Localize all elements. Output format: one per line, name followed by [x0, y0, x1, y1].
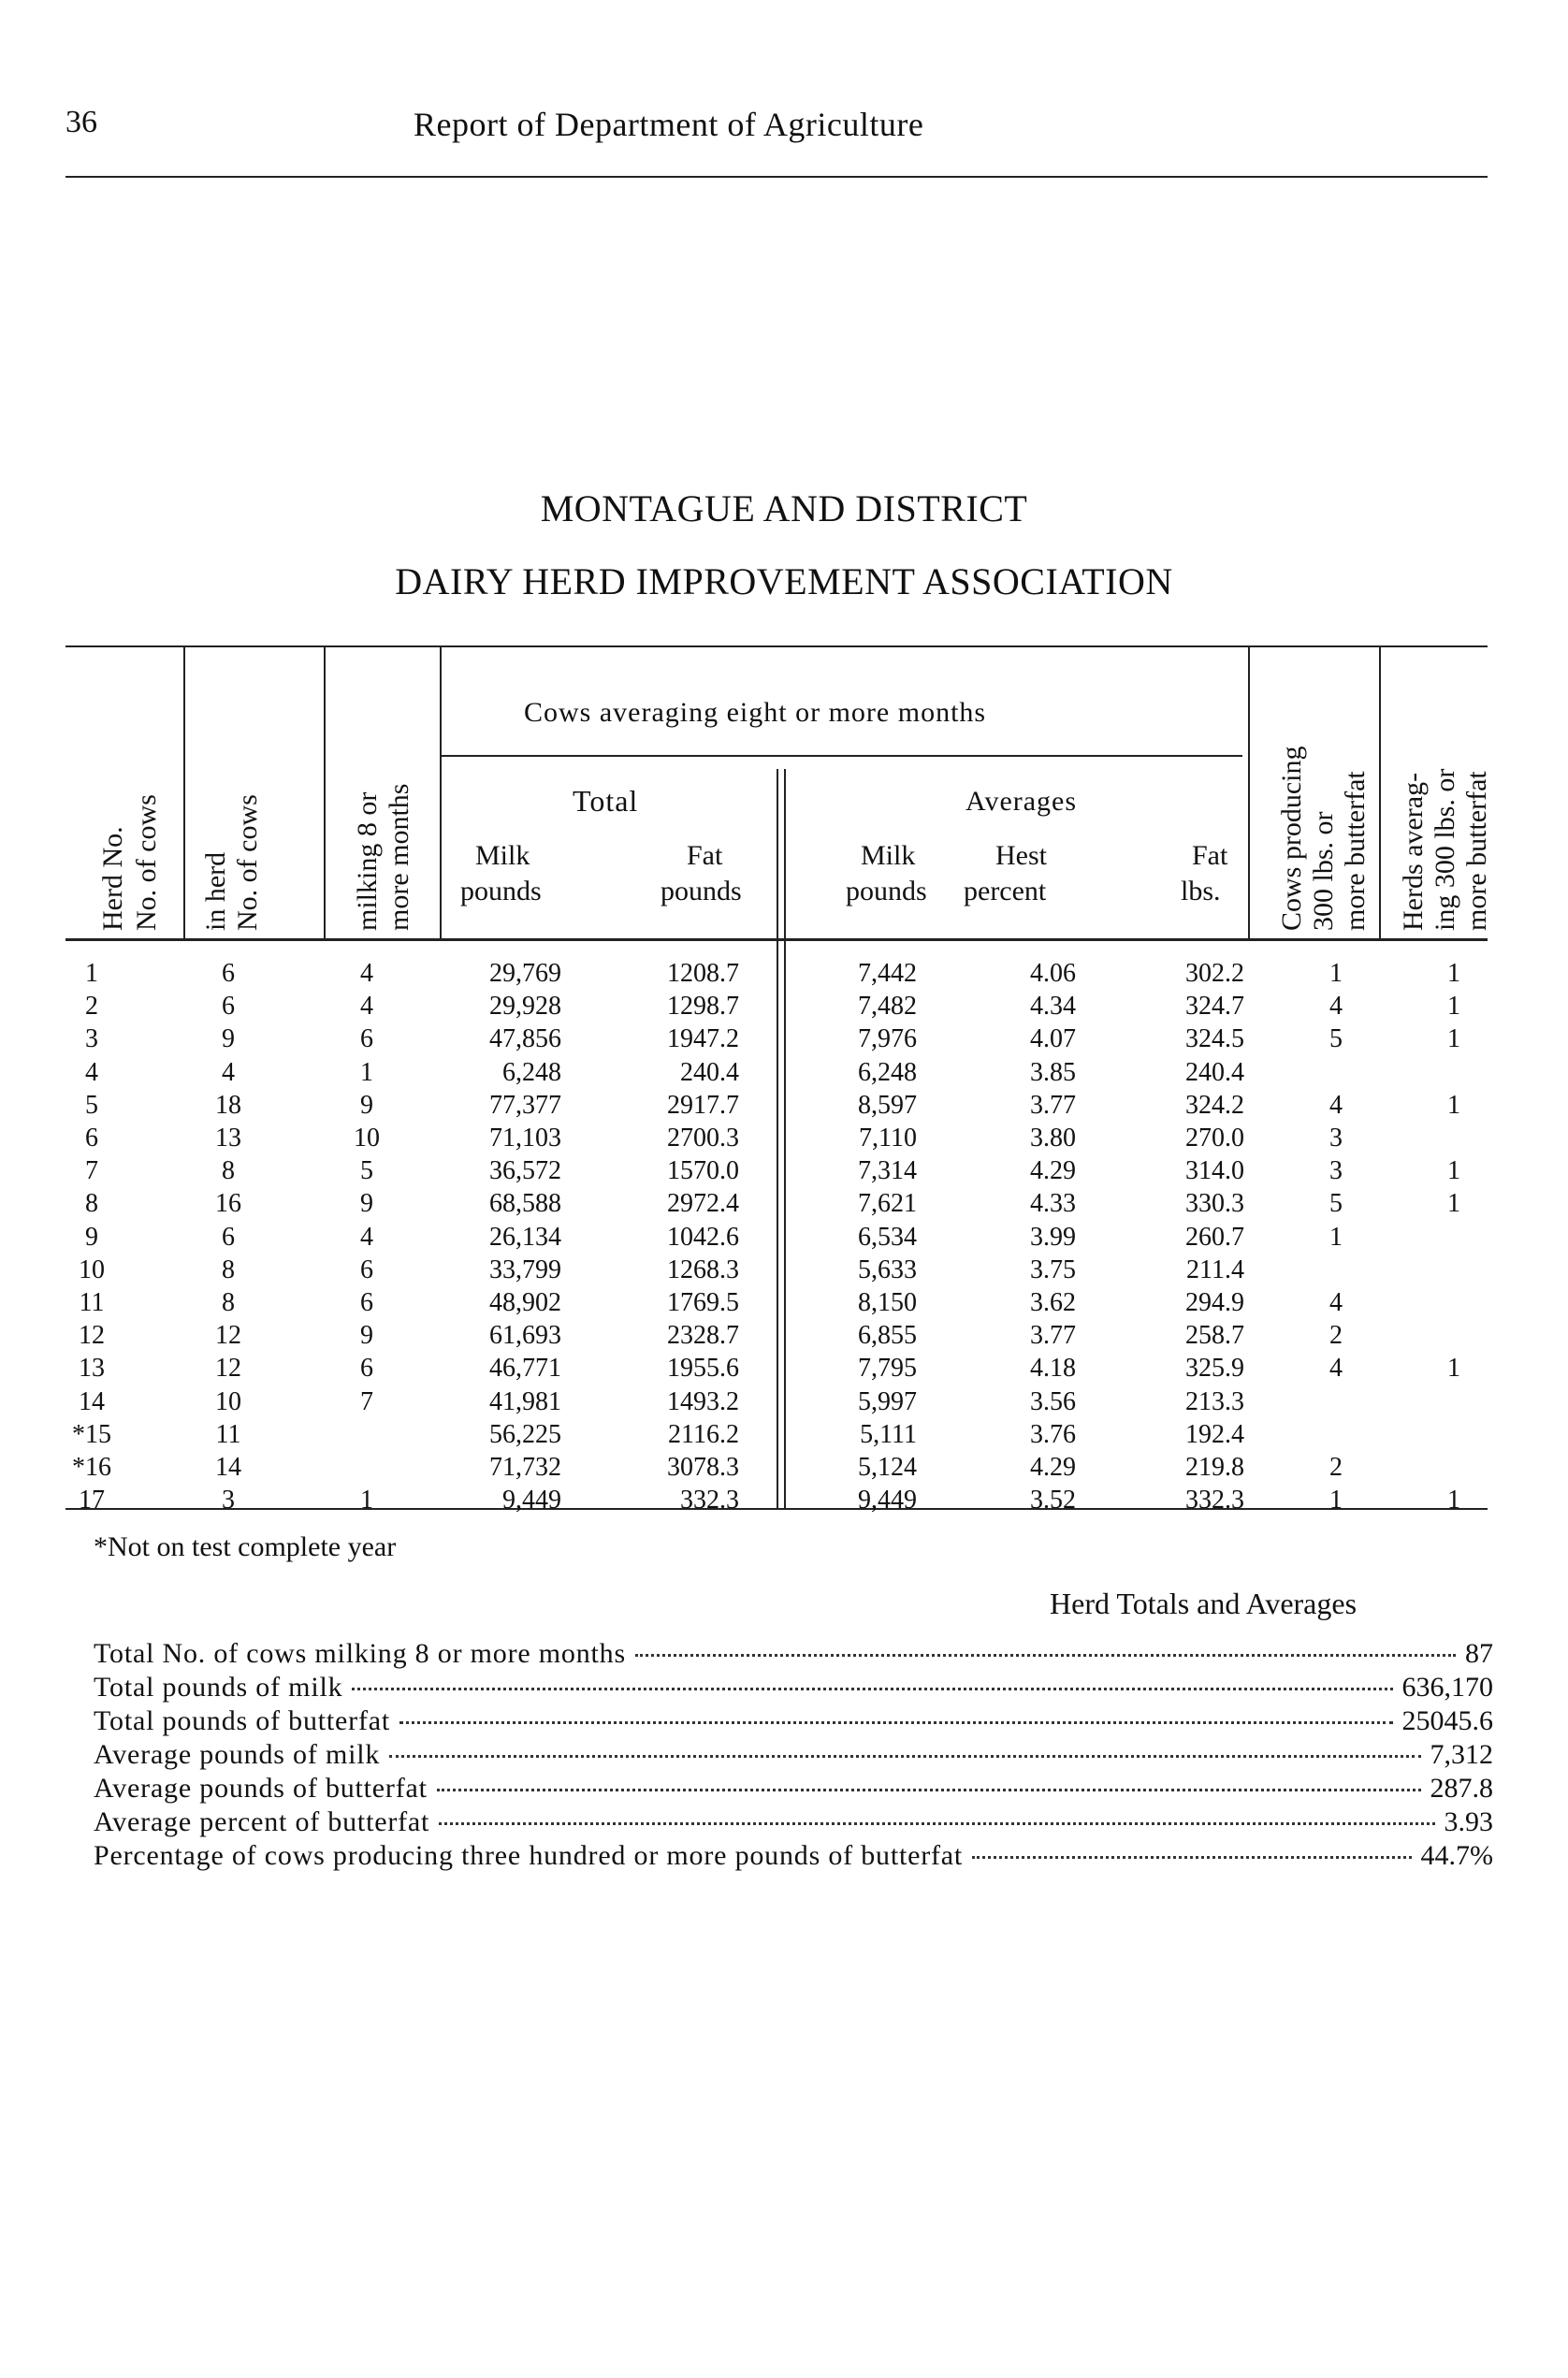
- cell-herd-no: 7: [85, 1156, 98, 1186]
- cell-avg-fat: 192.4: [1185, 1419, 1244, 1449]
- footnote: *Not on test complete year: [94, 1531, 397, 1562]
- cell-cows-in-herd: 10: [215, 1386, 241, 1416]
- cell-cows-in-herd: 6: [222, 959, 235, 988]
- cell-herd-no: 9: [85, 1222, 98, 1252]
- double-rule-right: [784, 769, 786, 1508]
- cell-total-milk: 46,771: [489, 1354, 561, 1384]
- header-avg-milk-2: pounds: [846, 876, 927, 906]
- cell-cows-in-herd: 11: [215, 1419, 241, 1449]
- cell-cows-300: 2: [1329, 1321, 1343, 1351]
- summary-label: Average pounds of milk: [94, 1739, 381, 1770]
- header-herds-300-3: more butterfat: [1461, 771, 1492, 931]
- cell-total-fat: 2972.4: [667, 1189, 739, 1219]
- summary-label: Total pounds of milk: [94, 1672, 343, 1703]
- cell-cows-in-herd: 14: [215, 1453, 241, 1482]
- header-cows-milking-2: more months: [384, 783, 414, 931]
- cell-herds-300: 1: [1447, 1189, 1460, 1219]
- cell-avg-test: 4.07: [1030, 1024, 1076, 1054]
- col-divider: [324, 647, 326, 938]
- cell-avg-milk: 7,314: [858, 1156, 917, 1186]
- cell-total-fat: 1208.7: [667, 959, 739, 988]
- header-herds-300-2: ing 300 lbs. or: [1430, 768, 1460, 931]
- table-title-line-1: MONTAGUE AND DISTRICT: [540, 487, 1028, 529]
- cell-avg-fat: 324.5: [1185, 1024, 1244, 1054]
- summary-label: Total No. of cows milking 8 or more months: [94, 1638, 626, 1669]
- header-cows-milking-1: milking 8 or: [352, 791, 383, 931]
- header-avg-fat-1: Fat: [1192, 840, 1228, 871]
- cell-cows-in-herd: 9: [222, 1024, 235, 1054]
- cell-herd-no: 8: [85, 1189, 98, 1219]
- cell-herd-no: 17: [79, 1486, 105, 1515]
- summary-row: [94, 1738, 1493, 1772]
- cell-total-fat: 240.4: [680, 1057, 739, 1087]
- cell-herd-no: *15: [72, 1419, 111, 1449]
- table-top-rule: [65, 645, 1488, 647]
- header-avg-fat-2: lbs.: [1181, 876, 1221, 906]
- cell-avg-fat: 332.3: [1185, 1486, 1244, 1515]
- cell-total-milk: 77,377: [489, 1090, 561, 1120]
- page-number: 36: [65, 105, 97, 139]
- summary-row: [94, 1704, 1493, 1738]
- header-total-milk-2: pounds: [460, 876, 542, 906]
- cell-cows-milking: 6: [360, 1254, 373, 1284]
- header-total-fat-1: Fat: [687, 840, 723, 871]
- cell-herd-no: 13: [79, 1354, 105, 1384]
- cell-total-fat: 332.3: [680, 1486, 739, 1515]
- header-herds-300-1: Herds averag-: [1398, 772, 1429, 931]
- header-avg-test-2: percent: [964, 876, 1047, 906]
- cell-avg-test: 3.56: [1030, 1386, 1076, 1416]
- col-divider: [1248, 647, 1250, 938]
- cell-total-fat: 2116.2: [668, 1419, 739, 1449]
- header-cows-in-herd-1: No. of cows: [131, 794, 162, 931]
- cell-herds-300: 1: [1447, 959, 1460, 988]
- cell-cows-milking: 10: [354, 1124, 380, 1153]
- cell-herd-no: 4: [85, 1057, 98, 1087]
- cell-avg-fat: 324.2: [1185, 1090, 1244, 1120]
- cell-cows-milking: 4: [360, 1222, 373, 1252]
- cell-avg-milk: 6,855: [858, 1321, 917, 1351]
- cell-avg-fat: 324.7: [1185, 992, 1244, 1022]
- cell-avg-test: 4.34: [1030, 992, 1076, 1022]
- summary-label: Average pounds of butterfat: [94, 1773, 428, 1804]
- cell-cows-milking: 6: [360, 1354, 373, 1384]
- cell-cows-300: 1: [1329, 1486, 1343, 1515]
- running-title: Report of Department of Agriculture: [414, 106, 924, 143]
- cell-cows-milking: 1: [360, 1486, 373, 1515]
- cell-avg-fat: 314.0: [1185, 1156, 1244, 1186]
- cell-avg-fat: 211.4: [1186, 1254, 1244, 1284]
- header-total-milk-1: Milk: [475, 840, 530, 871]
- cell-avg-fat: 240.4: [1185, 1057, 1244, 1087]
- cell-cows-in-herd: 3: [222, 1486, 235, 1515]
- header-cows-in-herd-2: in herd: [200, 851, 231, 931]
- summary-label: Percentage of cows producing three hundred or more pounds of butterfat: [94, 1840, 964, 1871]
- cell-avg-test: 4.06: [1030, 959, 1076, 988]
- header-herd-no: Herd No.: [97, 826, 128, 931]
- cell-avg-test: 3.62: [1030, 1288, 1076, 1317]
- cell-avg-fat: 213.3: [1185, 1386, 1244, 1416]
- header-cows-300-3: more butterfat: [1340, 771, 1371, 931]
- summary-label: Total pounds of butterfat: [94, 1705, 390, 1736]
- cell-cows-300: 4: [1329, 1354, 1343, 1384]
- cell-total-fat: 1493.2: [667, 1386, 739, 1416]
- summary-value: 44.7%: [1420, 1840, 1493, 1871]
- header-cows-300-1: Cows producing: [1276, 746, 1307, 931]
- cell-total-fat: 1042.6: [667, 1222, 739, 1252]
- cell-avg-fat: 258.7: [1185, 1321, 1244, 1351]
- cell-total-fat: 1947.2: [667, 1024, 739, 1054]
- page-header: [65, 105, 1488, 161]
- cell-avg-fat: 302.2: [1185, 959, 1244, 988]
- summary-value: 87: [1465, 1638, 1493, 1669]
- cell-avg-milk: 5,124: [858, 1453, 917, 1482]
- cell-cows-in-herd: 8: [222, 1288, 235, 1317]
- cell-avg-milk: 6,534: [858, 1222, 917, 1252]
- cell-total-fat: 1268.3: [667, 1254, 739, 1284]
- cell-cows-milking: 1: [360, 1057, 373, 1087]
- header-total: Total: [573, 784, 639, 818]
- cell-total-fat: 3078.3: [667, 1453, 739, 1482]
- cell-avg-test: 4.18: [1030, 1354, 1076, 1384]
- cell-avg-fat: 260.7: [1185, 1222, 1244, 1252]
- col-divider: [440, 647, 442, 938]
- cell-cows-300: 3: [1329, 1124, 1343, 1153]
- cell-avg-fat: 270.0: [1185, 1124, 1244, 1153]
- cell-avg-milk: 8,150: [858, 1288, 917, 1317]
- cell-cows-300: 5: [1329, 1024, 1343, 1054]
- header-cows-300-2: 300 lbs. or: [1308, 811, 1339, 931]
- cell-avg-milk: 5,633: [858, 1254, 917, 1284]
- cell-total-milk: 71,732: [489, 1453, 561, 1482]
- cell-cows-in-herd: 4: [222, 1057, 235, 1087]
- dot-leader: [399, 1721, 1393, 1724]
- cell-avg-milk: 7,110: [859, 1124, 917, 1153]
- cell-total-milk: 56,225: [489, 1419, 561, 1449]
- cell-total-fat: 1570.0: [667, 1156, 739, 1186]
- cell-avg-test: 3.52: [1030, 1486, 1076, 1515]
- cell-cows-milking: 9: [360, 1189, 373, 1219]
- cell-avg-milk: 7,795: [858, 1354, 917, 1384]
- cell-herd-no: 10: [79, 1254, 105, 1284]
- cell-avg-test: 3.99: [1030, 1222, 1076, 1252]
- cell-herd-no: 1: [85, 959, 98, 988]
- cell-cows-milking: 6: [360, 1024, 373, 1054]
- cell-avg-test: 4.29: [1030, 1453, 1076, 1482]
- header-averages: Averages: [965, 786, 1078, 817]
- cell-herd-no: 5: [85, 1090, 98, 1120]
- cell-avg-test: 3.76: [1030, 1419, 1076, 1449]
- col-divider: [1379, 647, 1381, 938]
- cell-avg-milk: 7,482: [858, 992, 917, 1022]
- cell-herds-300: 1: [1447, 1354, 1460, 1384]
- cell-cows-milking: 4: [360, 959, 373, 988]
- cell-herds-300: 1: [1447, 992, 1460, 1022]
- header-avg-milk-1: Milk: [861, 840, 916, 871]
- header-avg-test-1: Hest: [995, 840, 1047, 871]
- cell-avg-test: 3.77: [1030, 1321, 1076, 1351]
- dot-leader: [635, 1654, 1456, 1657]
- cell-total-milk: 48,902: [489, 1288, 561, 1317]
- cell-herds-300: 1: [1447, 1090, 1460, 1120]
- cell-herd-no: *16: [72, 1453, 111, 1482]
- cell-cows-300: 2: [1329, 1453, 1343, 1482]
- header-rule: [65, 176, 1488, 178]
- cell-total-fat: 1769.5: [667, 1288, 739, 1317]
- cell-total-milk: 29,928: [489, 992, 561, 1022]
- cell-cows-300: 1: [1329, 959, 1343, 988]
- cell-herd-no: 6: [85, 1124, 98, 1153]
- cell-herds-300: 1: [1447, 1486, 1460, 1515]
- cell-cows-milking: 7: [360, 1386, 373, 1416]
- cell-herds-300: 1: [1447, 1156, 1460, 1186]
- cell-total-fat: 1298.7: [667, 992, 739, 1022]
- cell-cows-300: 4: [1329, 1288, 1343, 1317]
- cell-cows-in-herd: 12: [215, 1354, 241, 1384]
- cell-cows-in-herd: 18: [215, 1090, 241, 1120]
- cell-avg-test: 3.77: [1030, 1090, 1076, 1120]
- cell-cows-in-herd: 6: [222, 992, 235, 1022]
- cell-cows-in-herd: 6: [222, 1222, 235, 1252]
- cell-avg-milk: 7,621: [858, 1189, 917, 1219]
- cell-total-milk: 61,693: [489, 1321, 561, 1351]
- summary-label: Average percent of butterfat: [94, 1806, 430, 1837]
- cell-cows-300: 1: [1329, 1222, 1343, 1252]
- cell-avg-milk: 5,111: [860, 1419, 917, 1449]
- cell-total-milk: 26,134: [489, 1222, 561, 1252]
- cell-cows-milking: 5: [360, 1156, 373, 1186]
- cell-cows-in-herd: 12: [215, 1321, 241, 1351]
- cell-avg-test: 3.75: [1030, 1254, 1076, 1284]
- cell-avg-test: 4.29: [1030, 1156, 1076, 1186]
- dot-leader: [352, 1688, 1392, 1690]
- cell-avg-milk: 6,248: [858, 1057, 917, 1087]
- cell-avg-milk: 7,976: [858, 1024, 917, 1054]
- summary-row: [94, 1805, 1493, 1839]
- cell-cows-300: 3: [1329, 1156, 1343, 1186]
- cell-total-milk: 9,449: [502, 1486, 561, 1515]
- cell-total-milk: 29,769: [489, 959, 561, 988]
- cell-cows-milking: 6: [360, 1288, 373, 1317]
- summary-value: 7,312: [1430, 1739, 1493, 1770]
- cell-cows-in-herd: 8: [222, 1156, 235, 1186]
- dot-leader: [439, 1822, 1434, 1825]
- cell-total-fat: 2917.7: [667, 1090, 739, 1120]
- cell-cows-in-herd: 16: [215, 1189, 241, 1219]
- cell-herd-no: 12: [79, 1321, 105, 1351]
- cell-avg-fat: 330.3: [1185, 1189, 1244, 1219]
- group-header-rule: [440, 755, 1242, 757]
- cell-total-fat: 1955.6: [667, 1354, 739, 1384]
- cell-cows-in-herd: 8: [222, 1254, 235, 1284]
- cell-cows-in-herd: 13: [215, 1124, 241, 1153]
- cell-avg-milk: 8,597: [858, 1090, 917, 1120]
- cell-avg-milk: 9,449: [858, 1486, 917, 1515]
- summary-row: [94, 1772, 1493, 1805]
- header-cows-in-herd-3: No. of cows: [232, 794, 263, 931]
- cell-total-milk: 6,248: [502, 1057, 561, 1087]
- summary-row: [94, 1671, 1493, 1704]
- table-title-line-2: DAIRY HERD IMPROVEMENT ASSOCIATION: [395, 560, 1173, 602]
- summary-value: 25045.6: [1401, 1705, 1493, 1736]
- summary-row: [94, 1637, 1493, 1671]
- cell-cows-300: 4: [1329, 992, 1343, 1022]
- cell-cows-300: 4: [1329, 1090, 1343, 1120]
- summary-value: 287.8: [1430, 1773, 1493, 1804]
- cell-herd-no: 11: [79, 1288, 105, 1317]
- cell-total-milk: 68,588: [489, 1189, 561, 1219]
- cell-cows-300: 5: [1329, 1189, 1343, 1219]
- cell-herd-no: 2: [85, 992, 98, 1022]
- col-divider: [183, 647, 185, 938]
- cell-herd-no: 3: [85, 1024, 98, 1054]
- header-group: Cows averaging eight or more months: [524, 697, 987, 728]
- cell-avg-test: 3.85: [1030, 1057, 1076, 1087]
- cell-avg-fat: 219.8: [1185, 1453, 1244, 1482]
- cell-total-milk: 33,799: [489, 1254, 561, 1284]
- cell-cows-milking: 9: [360, 1321, 373, 1351]
- cell-total-milk: 36,572: [489, 1156, 561, 1186]
- cell-cows-milking: 4: [360, 992, 373, 1022]
- cell-avg-fat: 294.9: [1185, 1288, 1244, 1317]
- cell-herds-300: 1: [1447, 1024, 1460, 1054]
- cell-avg-test: 4.33: [1030, 1189, 1076, 1219]
- dot-leader: [972, 1856, 1411, 1859]
- summary-value: 3.93: [1444, 1806, 1493, 1837]
- dot-leader: [389, 1755, 1420, 1758]
- dot-leader: [437, 1789, 1421, 1791]
- header-total-fat-2: pounds: [661, 876, 742, 906]
- double-rule-left: [777, 769, 778, 1508]
- cell-avg-milk: 7,442: [858, 959, 917, 988]
- cell-total-fat: 2328.7: [667, 1321, 739, 1351]
- table-bottom-rule: [65, 1508, 1488, 1510]
- cell-total-milk: 71,103: [489, 1124, 561, 1153]
- summary-heading: Herd Totals and Averages: [1050, 1587, 1357, 1620]
- summary-value: 636,170: [1401, 1672, 1493, 1703]
- cell-cows-milking: 9: [360, 1090, 373, 1120]
- cell-total-milk: 47,856: [489, 1024, 561, 1054]
- cell-avg-fat: 325.9: [1185, 1354, 1244, 1384]
- summary-row: [94, 1839, 1493, 1873]
- cell-herd-no: 14: [79, 1386, 105, 1416]
- cell-avg-test: 3.80: [1030, 1124, 1076, 1153]
- cell-total-milk: 41,981: [489, 1386, 561, 1416]
- cell-total-fat: 2700.3: [667, 1124, 739, 1153]
- cell-avg-milk: 5,997: [858, 1386, 917, 1416]
